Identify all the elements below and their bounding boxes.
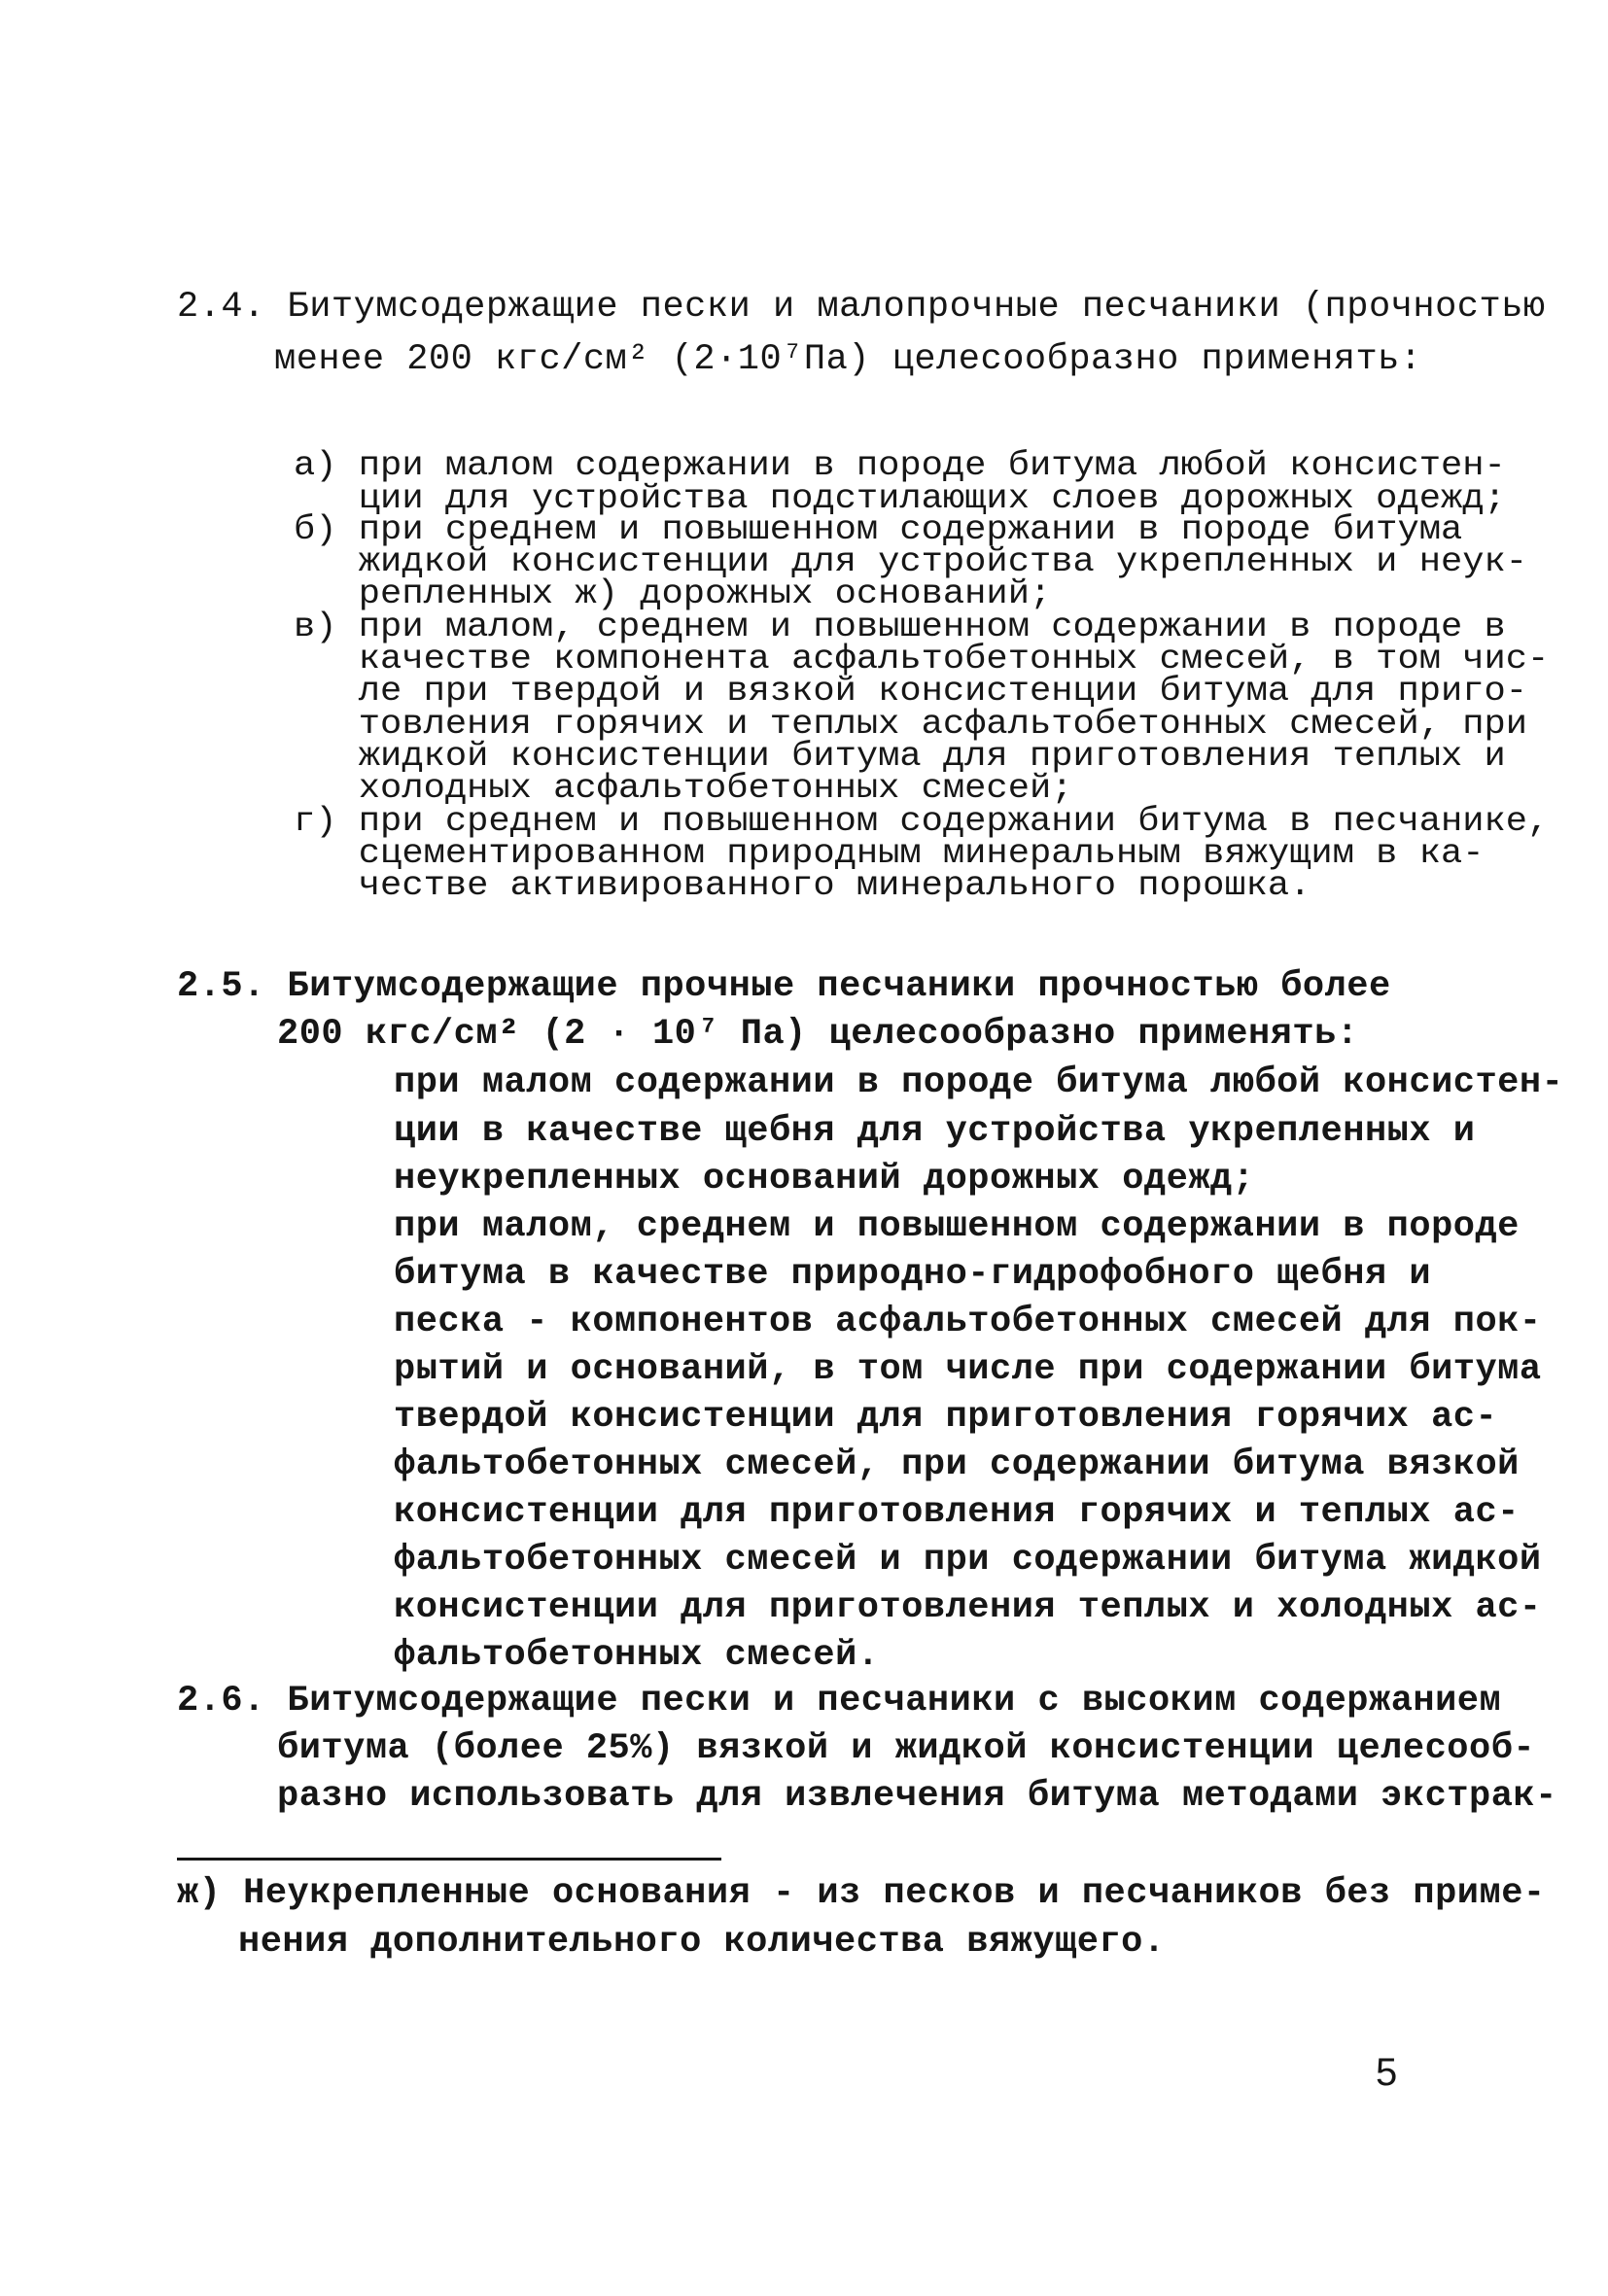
section-2-5-body-line: твердой консистенции для приготовления горячих ас- [394, 1397, 1498, 1438]
section-2-4-item-line: б) при среднем и повышенном содержании в породе битума [294, 510, 1463, 549]
section-2-4-item-line: честве активированного минерального порошка. [294, 866, 1311, 905]
section-2-5-body-line: консистенции для приготовления горячих и теплых ас- [394, 1492, 1520, 1533]
footnote-divider [177, 1858, 721, 1861]
section-2-5-body-line: рытий и оснований, в том числе при содержании битума [394, 1349, 1542, 1390]
section-2-5-line-2: 200 кгс/см² (2 · 10⁷ Па) целесообразно применять: [277, 1014, 1359, 1055]
section-2-5-body-line: фальтобетонных смесей, при содержании битума вязкой [394, 1444, 1520, 1485]
section-2-4-item-line: репленных ж) дорожных оснований; [294, 574, 1052, 613]
section-2-5-body-line: ции в качестве щебня для устройства укрепленных и [394, 1111, 1476, 1152]
section-2-4-item-line: а) при малом содержании в породе битума любой консистен- [294, 446, 1506, 485]
section-2-4-item-line: холодных асфальтобетонных смесей; [294, 769, 1073, 808]
section-2-5-body-line: битума в качестве природно-гидрофобного щебня и [394, 1254, 1432, 1295]
section-2-6-line-1: 2.6. Битумсодержащие пески и песчаники с высоким содержанием [177, 1681, 1502, 1722]
section-2-4-item-line: ции для устройства подстилающих слоев дорожных одежд; [294, 479, 1506, 518]
section-2-4-item-line: жидкой консистенции для устройства укрепленных и неук- [294, 542, 1528, 581]
section-2-5-body-line: при малом, среднем и повышенном содержании в породе [394, 1206, 1520, 1247]
section-2-5-body-line: консистенции для приготовления теплых и холодных ас- [394, 1587, 1542, 1628]
footnote-line-1: ж) Неукрепленные основания - из песков и песчаников без приме- [177, 1873, 1546, 1914]
section-2-5-body-line: фальтобетонных смесей. [394, 1635, 880, 1676]
section-2-4-line-1: 2.4. Битумсодержащие пески и малопрочные песчаники (прочностью [177, 287, 1546, 328]
section-2-4-item-line: товления горячих и теплых асфальтобетонных смесей, при [294, 705, 1528, 744]
footnote-line-2: нения дополнительного количества вяжущего. [238, 1922, 1166, 1963]
section-2-4-line-2: менее 200 кгс/см² (2·10⁷Па) целесообразно применять: [274, 339, 1422, 380]
section-2-6-line-3: разно использовать для извлечения битума методами экстрак- [277, 1776, 1557, 1817]
section-2-4-item-line: сцементированном природным минеральным вяжущим в ка- [294, 834, 1485, 873]
section-2-4-item-line: ле при твердой и вязкой консистенции битума для приго- [294, 672, 1528, 711]
section-2-4-item-line: в) при малом, среднем и повышенном содержании в породе в [294, 608, 1506, 646]
section-2-4-item-line: г) при среднем и повышенном содержании битума в песчанике, [294, 802, 1550, 841]
section-2-6-line-2: битума (более 25%) вязкой и жидкой консистенции целесооб- [277, 1728, 1536, 1769]
section-2-5-body-line: фальтобетонных смесей и при содержании битума жидкой [394, 1540, 1542, 1581]
section-2-5-body-line: неукрепленных оснований дорожных одежд; [394, 1159, 1255, 1200]
page-number: 5 [1376, 2051, 1398, 2094]
section-2-4-item-line: жидкой консистенции битума для приготовления теплых и [294, 737, 1506, 776]
section-2-4-item-line: качестве компонента асфальтобетонных смесей, в том чис- [294, 640, 1550, 678]
section-2-5-body-line: при малом содержании в породе битума любой консистен- [394, 1062, 1564, 1103]
section-2-5-line-1: 2.5. Битумсодержащие прочные песчаники прочностью более [177, 966, 1391, 1007]
section-2-5-body-line: песка - компонентов асфальтобетонных смесей для пок- [394, 1302, 1542, 1342]
